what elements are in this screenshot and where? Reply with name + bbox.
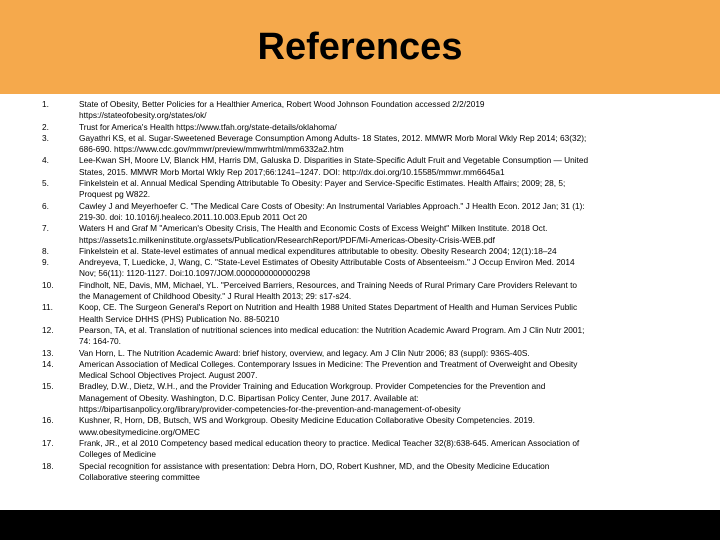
reference-item (0, 348, 720, 359)
reference-number: 6. (42, 200, 49, 211)
reference-item (0, 99, 720, 122)
reference-number: 18. (42, 460, 54, 471)
reference-number: 15. (42, 381, 54, 392)
reference-number: 7. (42, 223, 49, 234)
reference-item (0, 280, 720, 303)
reference-text: Finkelstein et al. Annual Medical Spending Attributable To Obesity: Payer and Service-Specific Estimates. Health Affairs; 2009; 28, 5; Proquest pg W822. (79, 178, 566, 200)
reference-text: Pearson, TA, et al. Translation of nutritional sciences into medical education: the Nutrition Academic Award Program. Am J Clin Nutr 2001; 74: 164-70. (79, 324, 585, 347)
reference-item (0, 178, 720, 201)
reference-item (0, 325, 720, 348)
reference-item (0, 438, 720, 461)
reference-text: Findholt, NE, Davis, MM, Michael, YL. "Perceived Barriers, Resources, and Training Needs of Rural Primary Care Providers Relevant to the Management of Childhood Obesity." J Rural Health 2013; 29: s17-s24. (79, 279, 578, 302)
reference-text: Waters H and Graf M "American's Obesity Crisis, The Health and Economic Costs of Excess Weight" Milken Institute. 2018 Oct. https://assets1c.milkeninstitute.org/assets/Publication/ResearchReport/PDF/Mi-Americas-Obesity-Crisis-WEB.pdf (79, 223, 548, 245)
reference-number: 2. (42, 121, 49, 132)
reference-item (0, 246, 720, 257)
reference-item (0, 415, 720, 438)
reference-text: Special recognition for assistance with presentation: Debra Horn, DO, Robert Kushner, MD, and the Obesity Medicine Education Collaborative steering committee (79, 460, 550, 482)
reference-number: 14. (42, 358, 54, 369)
reference-item (0, 122, 720, 133)
reference-text: Frank, JR., et al 2010 Competency based medical education theory to practice. Medical Teacher 32(8):638-645. American Association of Colleges of Medicine (79, 437, 580, 460)
reference-item (0, 133, 720, 156)
reference-number: 1. (42, 99, 49, 109)
reference-number: 12. (42, 324, 54, 335)
reference-number: 8. (42, 245, 49, 256)
reference-item (0, 381, 720, 415)
reference-text: Cawley J and Meyerhoefer C. "The Medical Care Costs of Obesity: An Instrumental Variables Approach." J Health Econ. 2012 Jan; 31 (1): 219-30. doi: 10.1016/j.healeco.2011.10.003.Epub 2011 Oct 20 (79, 200, 585, 222)
reference-text: Bradley, D.W., Dietz, W.H., and the Provider Training and Education Workgroup. Provider Competencies for the Prevention and Management of Obesity. Washington, D.C. Bipartisan Policy Center, June 2017. Available at: https://bipartisanpolicy.org/library/provider-competencies-for-the-prevention-and-management-of-obesity (79, 381, 546, 415)
reference-number: 13. (42, 347, 54, 358)
reference-number: 16. (42, 415, 54, 426)
reference-number: 9. (42, 257, 49, 268)
reference-item (0, 359, 720, 382)
reference-item (0, 302, 720, 325)
reference-number: 10. (42, 279, 54, 290)
reference-text: Kushner, R, Horn, DB, Butsch, WS and Workgroup. Obesity Medicine Education Collaborative Obesity Competencies. 2019. www.obesitymedicine.org/OMEC (79, 415, 535, 437)
reference-number: 5. (42, 178, 49, 189)
reference-number: 11. (42, 302, 53, 313)
reference-text: Andreyeva, T, Luedicke, J, Wang, C. "State-Level Estimates of Obesity Attributable Costs of Absenteeism." J Occup Environ Med. 2014 Nov; 56(11): 1120-1127. Doi:10.1097/JOM.0000000000000298 (79, 257, 575, 279)
reference-number: 3. (42, 132, 49, 143)
reference-item (0, 155, 720, 178)
reference-item (0, 223, 720, 246)
reference-item (0, 257, 720, 280)
reference-text: Trust for America's Health https://www.tfah.org/state-details/oklahoma/ (79, 121, 337, 132)
reference-list (0, 99, 720, 483)
reference-text: Lee-Kwan SH, Moore LV, Blanck HM, Harris DM, Galuska D. Disparities in State-Specific Adult Fruit and Vegetable Consumption — United States, 2015. MMWR Morb Mortal Wkly Rep 2017;66:1241–1247. DOI: http://dx.doi.org/10.15585/mmwr.mm6645a1 (79, 155, 589, 177)
reference-text: Koop, CE. The Surgeon General's Report on Nutrition and Health 1988 United States Department of Health and Human Services Public Health Service DHHS (PHS) Publication No. 88-50210 (79, 302, 578, 324)
reference-text: Van Horn, L. The Nutrition Academic Award: brief history, overview, and legacy. Am J Clin Nutr 2006; 83 (suppl): 936S-40S. (79, 347, 530, 358)
slide-title: References (257, 26, 463, 68)
reference-number: 4. (42, 155, 49, 166)
reference-item (0, 201, 720, 224)
reference-text: State of Obesity, Better Policies for a Healthier America, Robert Wood Johnson Foundation accessed 2/2/2019 https://stateofobesity.org/states/ok/ (79, 99, 485, 121)
bottom-bar (0, 510, 720, 540)
reference-item (0, 461, 720, 484)
reference-text: Gayathri KS, et al. Sugar-Sweetened Beverage Consumption Among Adults- 18 States, 2012. MMWR Morb Moral Wkly Rep 2014; 63(32); 686-690. https://www.cdc.gov/mmwr/preview/mmwrhtml/mm6332a2.htm (79, 132, 587, 155)
reference-number: 17. (42, 437, 54, 448)
reference-text: Finkelstein et al. State-level estimates of annual medical expenditures attributable to obesity. Obesity Research 2004; 12(1):18–24 (79, 245, 557, 256)
reference-text: American Association of Medical Colleges. Contemporary Issues in Medicine: The Prevention and Treatment of Overweight and Obesity Medical School Objectives Project. August 2007. (79, 358, 578, 381)
